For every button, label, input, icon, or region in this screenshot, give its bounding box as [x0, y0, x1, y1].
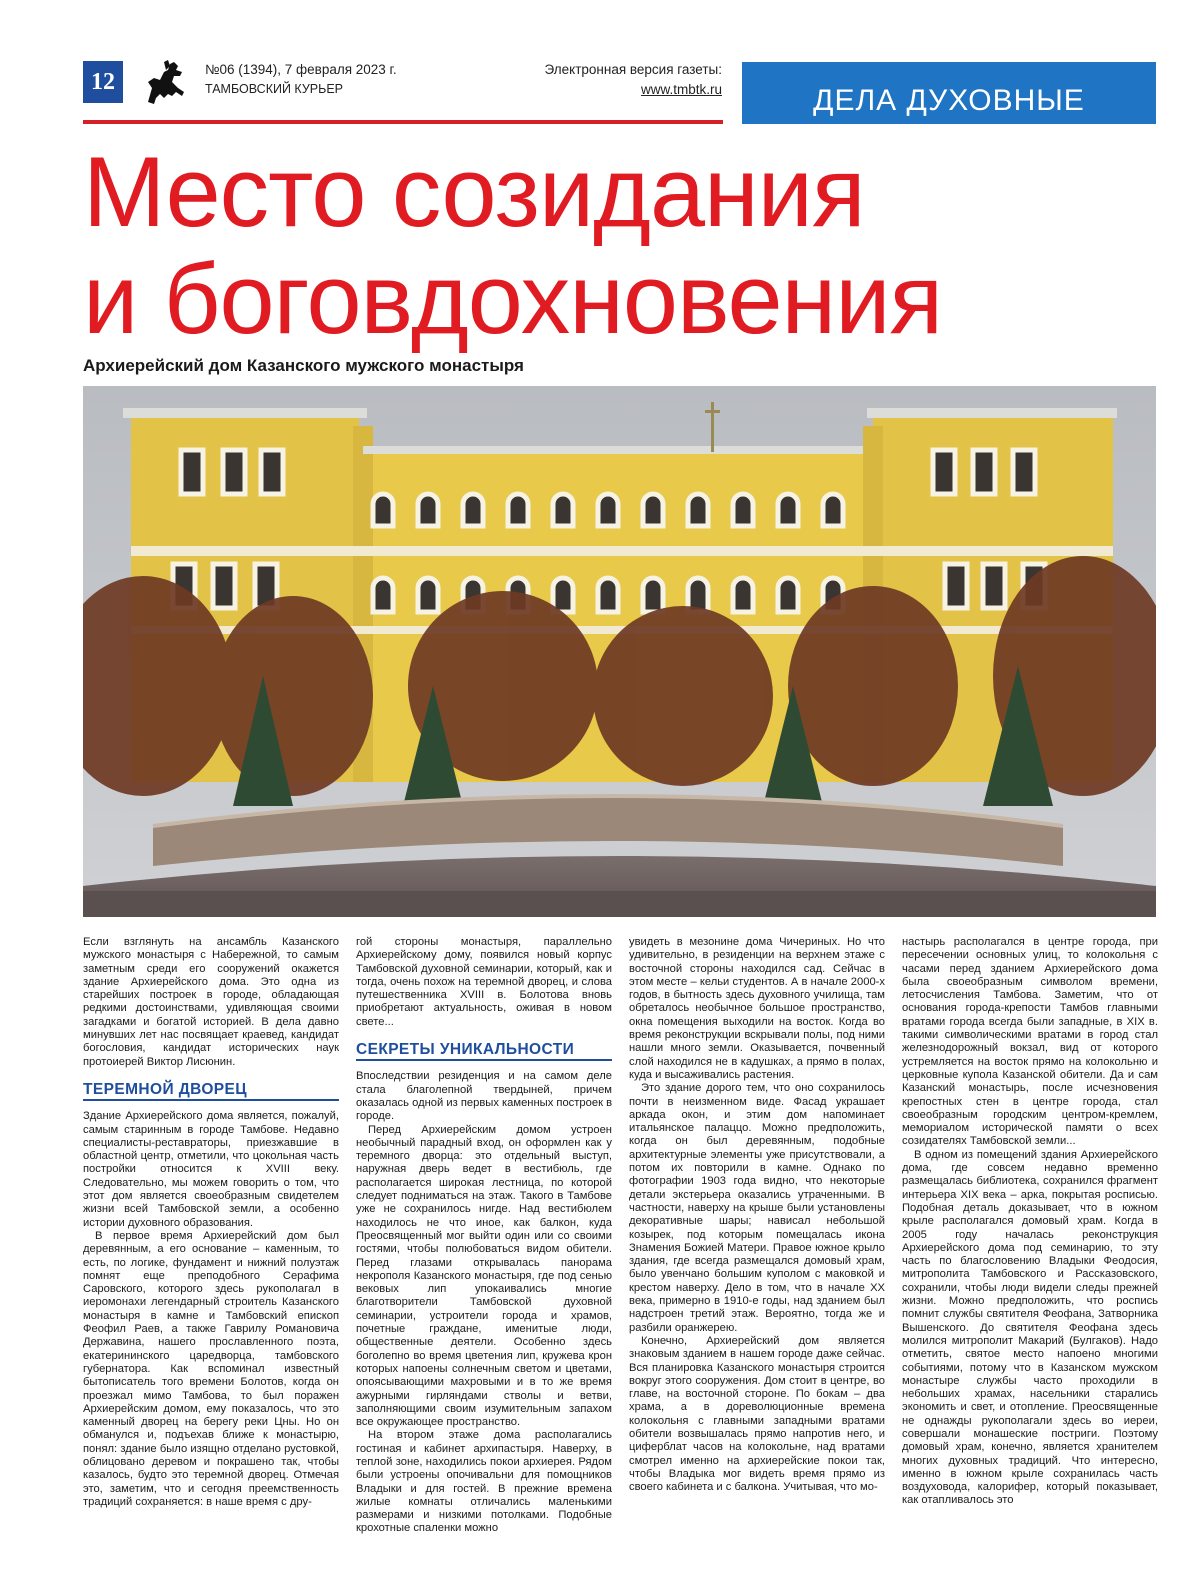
article-intro: Если взглянуть на ансамбль Казанского мужского монастыря с Набережной, то самым заметным среди его сооружений окажется здание Архиерейского дома. Это одна из старейших построек в городе, обладающая редкими достоинствами, удивляющая своими загадками и богатой историей. В дела давно минувших лет нас посвящает краевед, кандидат богословия, кандидат исторических наук протоиерей Виктор Лисюнин. — [83, 936, 339, 1068]
headline-line-2: и боговдохновения — [83, 243, 943, 354]
column-3 — [629, 936, 885, 1494]
header-rule — [83, 120, 723, 124]
rubric-banner — [742, 62, 1156, 124]
paragraph: настырь располагался в центре города, при пересечении основных улиц, то колокольня с часами перед зданием Архиерейского дома была своеобразным символом времени, летосчисления Тамбова. Заметим, что от основания города-крепости Тамбов главными вратами города всегда были западные, в XIX в. такими символическими вратами в город стал железнодорожный вокзал, вид от которого устремляется на восток прямо на колокольню и церковные купола Казанской обители. Да и сам Казанский монастырь, после исчезновения крепостных стен в центре города, стал своеобразным городским центром-кремлем, мемориалом исторической памяти о всех созидателях Тамбовской земли... — [902, 936, 1158, 1148]
column-2 — [356, 936, 612, 1536]
section-heading-sekrety: СЕКРЕТЫ УНИКАЛЬНОСТИ — [356, 1043, 612, 1061]
headline — [83, 138, 1163, 352]
paragraph: В одном из помещений здания Архиерейского дома, где совсем недавно временно размещалась библиотека, сохранился фрагмент интерьера XIX века – арка, покрытая росписью. Подобная деталь доказывает, что в южном крыле располагался домовый храм. Когда в 2005 году началась реконструкция Архиерейского дома под семинарию, то эту часть по благословению Владыки Феодосия, митрополита Тамбовского и Рассказовского, сохранили, чтобы люди видели следы прежней жизни. Можно предположить, что роспись помнит службы святителя Феофана, Затворника Вышенского. До святителя Феофана здесь молился митрополит Макарий (Булгаков). Надо отметить, святое место напоено многими событиями, потому что в Казанском мужском монастыре службы часто проходили в небольших храмах, насельники старались экономить и свет, и отопление. Преосвященные не однажды рукополагали здесь во иереи, совершали монашеские постриги. Поэтому домовый храм, конечно, является хранителем многих духовных традиций. Что интересно, именно в южном крыле сохранилась часть воздуховода, калорифер, который показывает, как отапливалось это — [902, 1148, 1158, 1507]
paragraph: Впоследствии резиденция и на самом деле стала благолепной твердыней, причем оказалась одной из первых каменных построек в городе. — [356, 1070, 613, 1123]
paragraph: увидеть в мезонине дома Чичериных. Но что удивительно, в резиденции на верхнем этаже с восточной стороны находился сад. Сейчас в этом месте – кельи студентов. А в начале 2000-х годов, в бытность здесь духовного училища, там обреталось необычное большое пространство, окна помещения выходили на восток. Когда во время реконструкции вскрывали полы, под ними нашли много земли. Оказывается, почвенный слой находился не в кадушках, а прямо в полах, куда и высаживались растения. — [629, 936, 885, 1081]
subtitle: Архиерейский дом Казанского мужского монастыря — [83, 356, 524, 375]
site-url[interactable]: www.tmbtk.ru — [640, 82, 722, 97]
paragraph: На втором этаже дома располагались гостиная и кабинет архипастыря. Наверху, в теплой зоне, находились покои архиерея. Рядом были устроены опочивальни для помощников Владыки и для гостей. В прежние времена жилые комнаты отличались маленькими размерами и низкими потолками. Подобные крохотные спаленки можно — [356, 1429, 612, 1535]
paragraph: гой стороны монастыря, параллельно Архиерейскому дому, появился новый корпус Тамбовской духовной семинарии, который, как и тогда, очень похож на теремной дворец, и слова путешественника XVIII в. Болотова вновь приобретают актуальность, оживая в новом свете... — [356, 936, 612, 1028]
page-number: 12 — [83, 61, 123, 103]
electronic-version-label: Электронная версия газеты: — [544, 62, 722, 77]
rubric-label: ДЕЛА ДУХОВНЫЕ — [813, 84, 1085, 117]
building-photo — [83, 386, 1156, 917]
headline-line-1: Место созидания — [83, 136, 865, 247]
column-4 — [902, 936, 1158, 1508]
paragraph: Это здание дорого тем, что оно сохранилось почти в неизменном виде. Фасад украшает аркада окон, и этим дом напоминает итальянское палаццо. Можно предположить, когда он был деревянным, подобные архитектурные элементы уже присутствовали, а потом их повторили в камне. Однако по фотографии 1903 года видно, что некоторые детали экстерьера оказались утраченными. В частности, наверху на крыше были установлены декоративные шары; нависал небольшой козырек, под которым помещалась икона Знамения Божией Матери. Правое южное крыло здания, где всегда размещался домовый храм, было увенчано большим куполом с маковкой и крестом наверху. Дело в том, что в начале XX века, примерно в 1910-е годы, над зданием был надстроен третий этаж. Вероятно, тогда же и разбили оранжерею. — [629, 1082, 885, 1334]
horse-rider-icon — [138, 58, 190, 108]
paper-name: ТАМБОВСКИЙ КУРЬЕР — [205, 82, 344, 96]
paragraph: В первое время Архиерейский дом был деревянным, а его основание – каменным, то есть, по логике, фундамент и нижний полуэтаж помнят еще преподобного Серафима Саровского, которого здесь рукополагал в иеромонахи легендарный строитель Казанского монастыря в камне и Тамбовский епископ Феофил Раев, а также Гаврилу Романовича Державина, нашего прославленного поэта, екатерининского царедворца, тамбовского губернатора. Как вспоминал известный бытописатель того времени Болотов, когда он проезжал мимо Тамбова, то был поражен Архиерейским домом, ему показалось, что это каменный дворец на берегу реки Цны. Но он обманулся и, подъехав ближе к монастырю, понял: здание было изящно отделано рустовкой, облицовано деревом и покрашено так, чтобы казалось, будто это теремной дворец. Отмечая это, заметим, что и сегодня преемственность традиций сохраняется: в наше время с дру- — [83, 1229, 339, 1508]
site-link[interactable] — [470, 82, 722, 97]
column-1 — [83, 936, 339, 1509]
section-heading-teremnoy: ТЕРЕМНОЙ ДВОРЕЦ — [83, 1083, 339, 1101]
paragraph: Конечно, Архиерейский дом является знаковым зданием в нашем городе даже сейчас. Вся планировка Казанского монастыря строится вокруг этого сооружения. Дом стоит в центре, во главе, на восточной стороне. По бокам – два храма, а в дореволюционные времена колокольня с главными западными вратами обители возвышалась прямо напротив него, и циферблат часов на колокольне, над вратами смотрел именно на архиерейские покои так, чтобы Владыка мог видеть время прямо из своего кабинета и с балкона. Учитывая, что мо- — [629, 1334, 885, 1494]
paragraph: Перед Архиерейским домом устроен необычный парадный вход, он оформлен как у теремного дворца: это отдельный выступ, наружная дверь ведет в вестибюль, где располагается широкая лестница, по которой следует подниматься на этаж. Такого в Тамбове уже не сохранилось нигде. Над вестибюлем находилось не что иное, как балкон, куда Преосвященный мог выйти один или со своими гостями, чтобы полюбоваться видом обители. Перед глазами открывалась панорама некрополя Казанского монастыря, где под сенью вековых лип упокаивались многие благотворители Тамбовской духовной семинарии, устроители города и храмов, почетные граждане, именитые люди, общественные деятели. Особенно здесь боголепно во время цветения лип, кружева крон которых напоены солнечным светом и цветами, опоясывающими махровыми и в то же время ажурными гирляндами стволы и ветви, заполняющими своим изумительным запахом все окружающее пространство. — [356, 1123, 612, 1429]
issue-info: №06 (1394), 7 февраля 2023 г. — [205, 62, 397, 77]
paragraph: Здание Архиерейского дома является, пожалуй, самым старинным в городе Тамбове. Недавно специалисты-реставраторы, приезжавшие в областной центр, отметили, что цокольная часть постройки относится к XVIII веку. Следовательно, мы можем говорить о том, что этот дом является своеобразным свидетелем жизни всей Тамбовской земли, а особенно истории духовного образования. — [83, 1110, 339, 1229]
